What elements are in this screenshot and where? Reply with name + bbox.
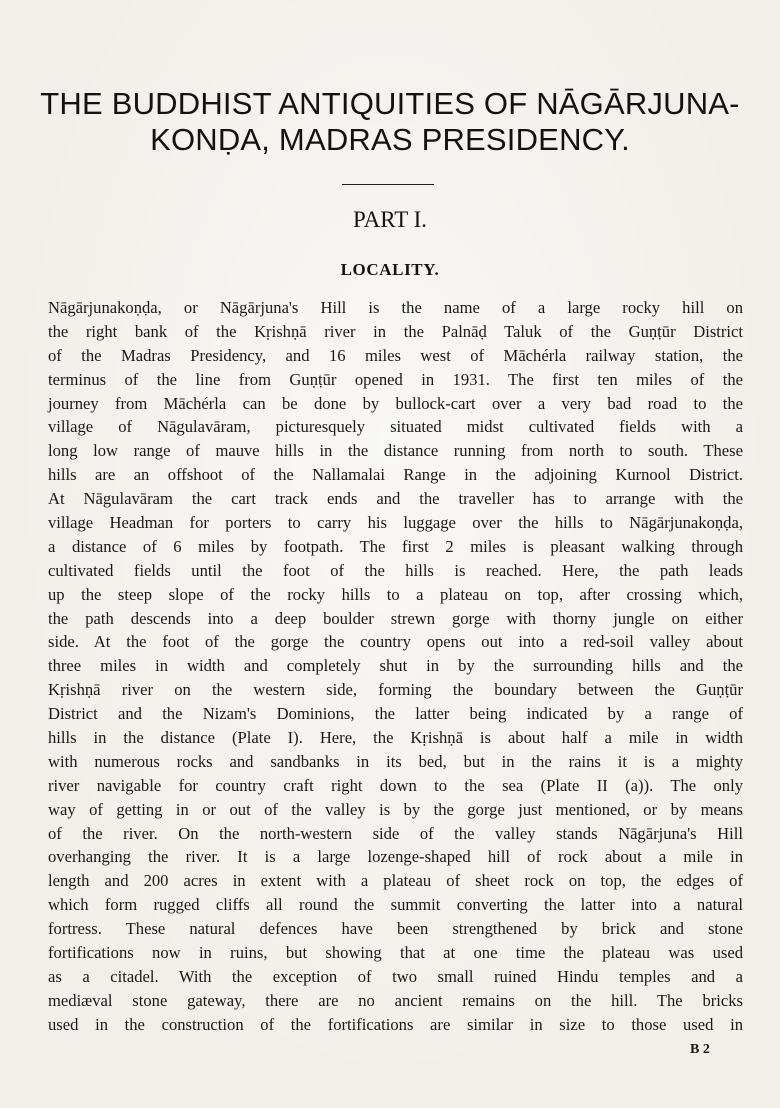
text-line: with numerous rocks and sandbanks in its bed, but in the rains it is a mighty [48,751,743,771]
text-line: as a citadel. With the exception of two small ruined Hindu temples and a [48,966,743,986]
text-line: overhanging the river. It is a large lozenge-shaped hill of rock about a mile in [48,847,743,867]
section-heading: LOCALITY. [340,260,440,279]
text-line: Kṛishṇā river on the western side, forming the boundary between the Guṇṭūr [48,680,743,700]
text-line: cultivated fields until the foot of the hills is reached. Here, the path leads [48,560,743,580]
text-line: the path descends into a deep boulder strewn gorge with thorny jungle on either [48,608,743,628]
text-line: which form rugged cliffs all round the summit converting the latter into a natural [48,895,743,915]
text-line: fortifications now in ruins, but showing that at one time the plateau was used [48,943,743,963]
title-line-2: KONḌA, MADRAS PRESIDENCY. [150,122,630,157]
text-line: side. At the foot of the gorge the country opens out into a red-soil valley about [48,632,743,652]
text-line: fortress. These natural defences have been strengthened by brick and stone [48,919,743,939]
text-line: of the river. On the north-western side of the valley stands Nāgārjuna's Hill [48,823,743,843]
text-line: way of getting in or out of the valley is by the gorge just mentioned, or by means [48,799,743,819]
text-line: of the Madras Presidency, and 16 miles west of Māchérla railway station, the [48,345,743,365]
text-line: the right bank of the Kṛishṇā river in the Palnāḍ Taluk of the Guṇṭūr District [48,321,743,341]
text-line: At Nāgulavāram the cart track ends and the traveller has to arrange with the [48,489,743,509]
text-line: length and 200 acres in extent with a plateau of sheet rock on top, the edges of [48,871,743,891]
text-line: terminus of the line from Guṇṭūr opened in 1931. The first ten miles of the [48,369,743,389]
text-line: hills are an offshoot of the Nallamalai Range in the adjoining Kurnool District. [48,465,743,485]
text-line: long low range of mauve hills in the distance running from north to south. These [48,441,743,461]
title-divider [342,184,434,185]
text-line: village of Nāgulavāram, picturesquely situated midst cultivated fields with a [48,417,743,437]
text-line: village Headman for porters to carry his luggage over the hills to Nāgārjunakoṇḍa, [48,513,743,533]
page-title [20,86,760,158]
title-line-1: THE BUDDHIST ANTIQUITIES OF NĀGĀRJUNA- [40,86,740,121]
text-line: river navigable for country craft right down to the sea (Plate II (a)). The only [48,775,743,795]
text-line: Nāgārjunakoṇḍa, or Nāgārjuna's Hill is the name of a large rocky hill on [48,298,743,317]
text-line: mediæval stone gateway, there are no ancient remains on the hill. The bricks [48,990,743,1010]
text-line: District and the Nizam's Dominions, the latter being indicated by a range of [48,704,743,724]
text-line: up the steep slope of the rocky hills to a plateau on top, after crossing which, [48,584,743,604]
text-line: three miles in width and completely shut in by the surrounding hills and the [48,656,743,676]
body-paragraph [48,296,743,1037]
text-line: journey from Māchérla can be done by bullock-cart over a very bad road to the [48,393,743,413]
part-heading: PART I. [352,207,428,232]
text-line: hills in the distance (Plate I). Here, the Kṛishṇā is about half a mile in width [48,728,743,748]
text-line: a distance of 6 miles by footpath. The first 2 miles is pleasant walking through [48,536,743,556]
text-line: used in the construction of the fortifications are similar in size to those used in [48,1014,743,1034]
signature-mark: B 2 [690,1042,710,1057]
